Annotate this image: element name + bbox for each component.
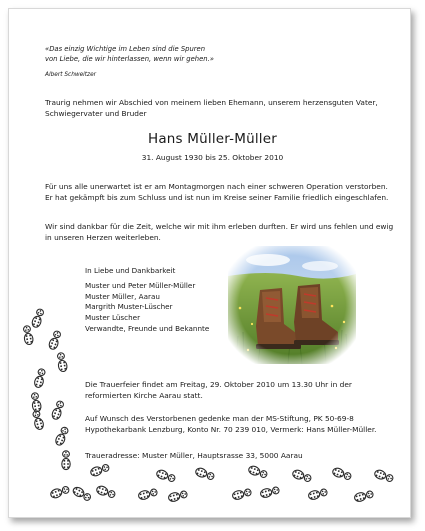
mourner-name: Margrith Muster-Lüscher [85,302,173,312]
life-dates: 31. August 1930 bis 25. Oktober 2010 [141,153,284,162]
donation-info: Auf Wunsch des Verstorbenen gedenke man der MS-Stiftung, PK 50-69-8 Hypothekarbank Lenzburg, Konto Nr. 70 239 010, Vermerk: Hans Müller-Müller. [85,414,377,434]
mourners-block [85,266,209,335]
paragraph-gratitude: Wir sind dankbar für die Zeit, welche wir mit ihm erleben durften. Er wird uns fehlen und ewig in unseren Herzen weiterleben. [45,222,394,242]
hiking-boots-photo [228,246,356,364]
deceased-name: Hans Müller-Müller [147,131,278,147]
paragraph-death: Für uns alle unerwartet ist er am Montagmorgen nach einer schweren Operation verstorben. Er hat gekämpft bis zum Schluss und ist nun im Kreise seiner Familie friedlich eingeschlafen. [45,182,389,202]
mourning-address: Traueradresse: Muster Müller, Hauptsrasse 33, 5000 Aarau [85,451,303,460]
mourner-name: Muster und Peter Müller-Müller [85,280,196,290]
mourner-name: Muster Lüscher [85,313,141,323]
quote [45,44,345,64]
quote-line-2: von Liebe, die wir hinterlassen, wenn wir gehen.» [45,55,214,63]
service-info: Die Trauerfeier findet am Freitag, 29. Oktober 2010 um 13.30 Uhr in der reformierten Kirche Aarau statt. [85,380,352,400]
mourner-name: Muster Müller, Aarau [85,291,160,301]
mourner-name: Verwandte, Freunde und Bekannte [85,323,210,333]
mourners-heading: In Liebe und Dankbarkeit [85,266,176,275]
quote-author: Albert Schweitzer [45,72,97,78]
intro-text: Traurig nehmen wir Abschied von meinem lieben Ehemann, unserem herzensguten Vater, Schwiegervater und Bruder [45,98,378,118]
quote-line-1: «Das einzig Wichtige im Leben sind die Spuren [45,45,206,53]
